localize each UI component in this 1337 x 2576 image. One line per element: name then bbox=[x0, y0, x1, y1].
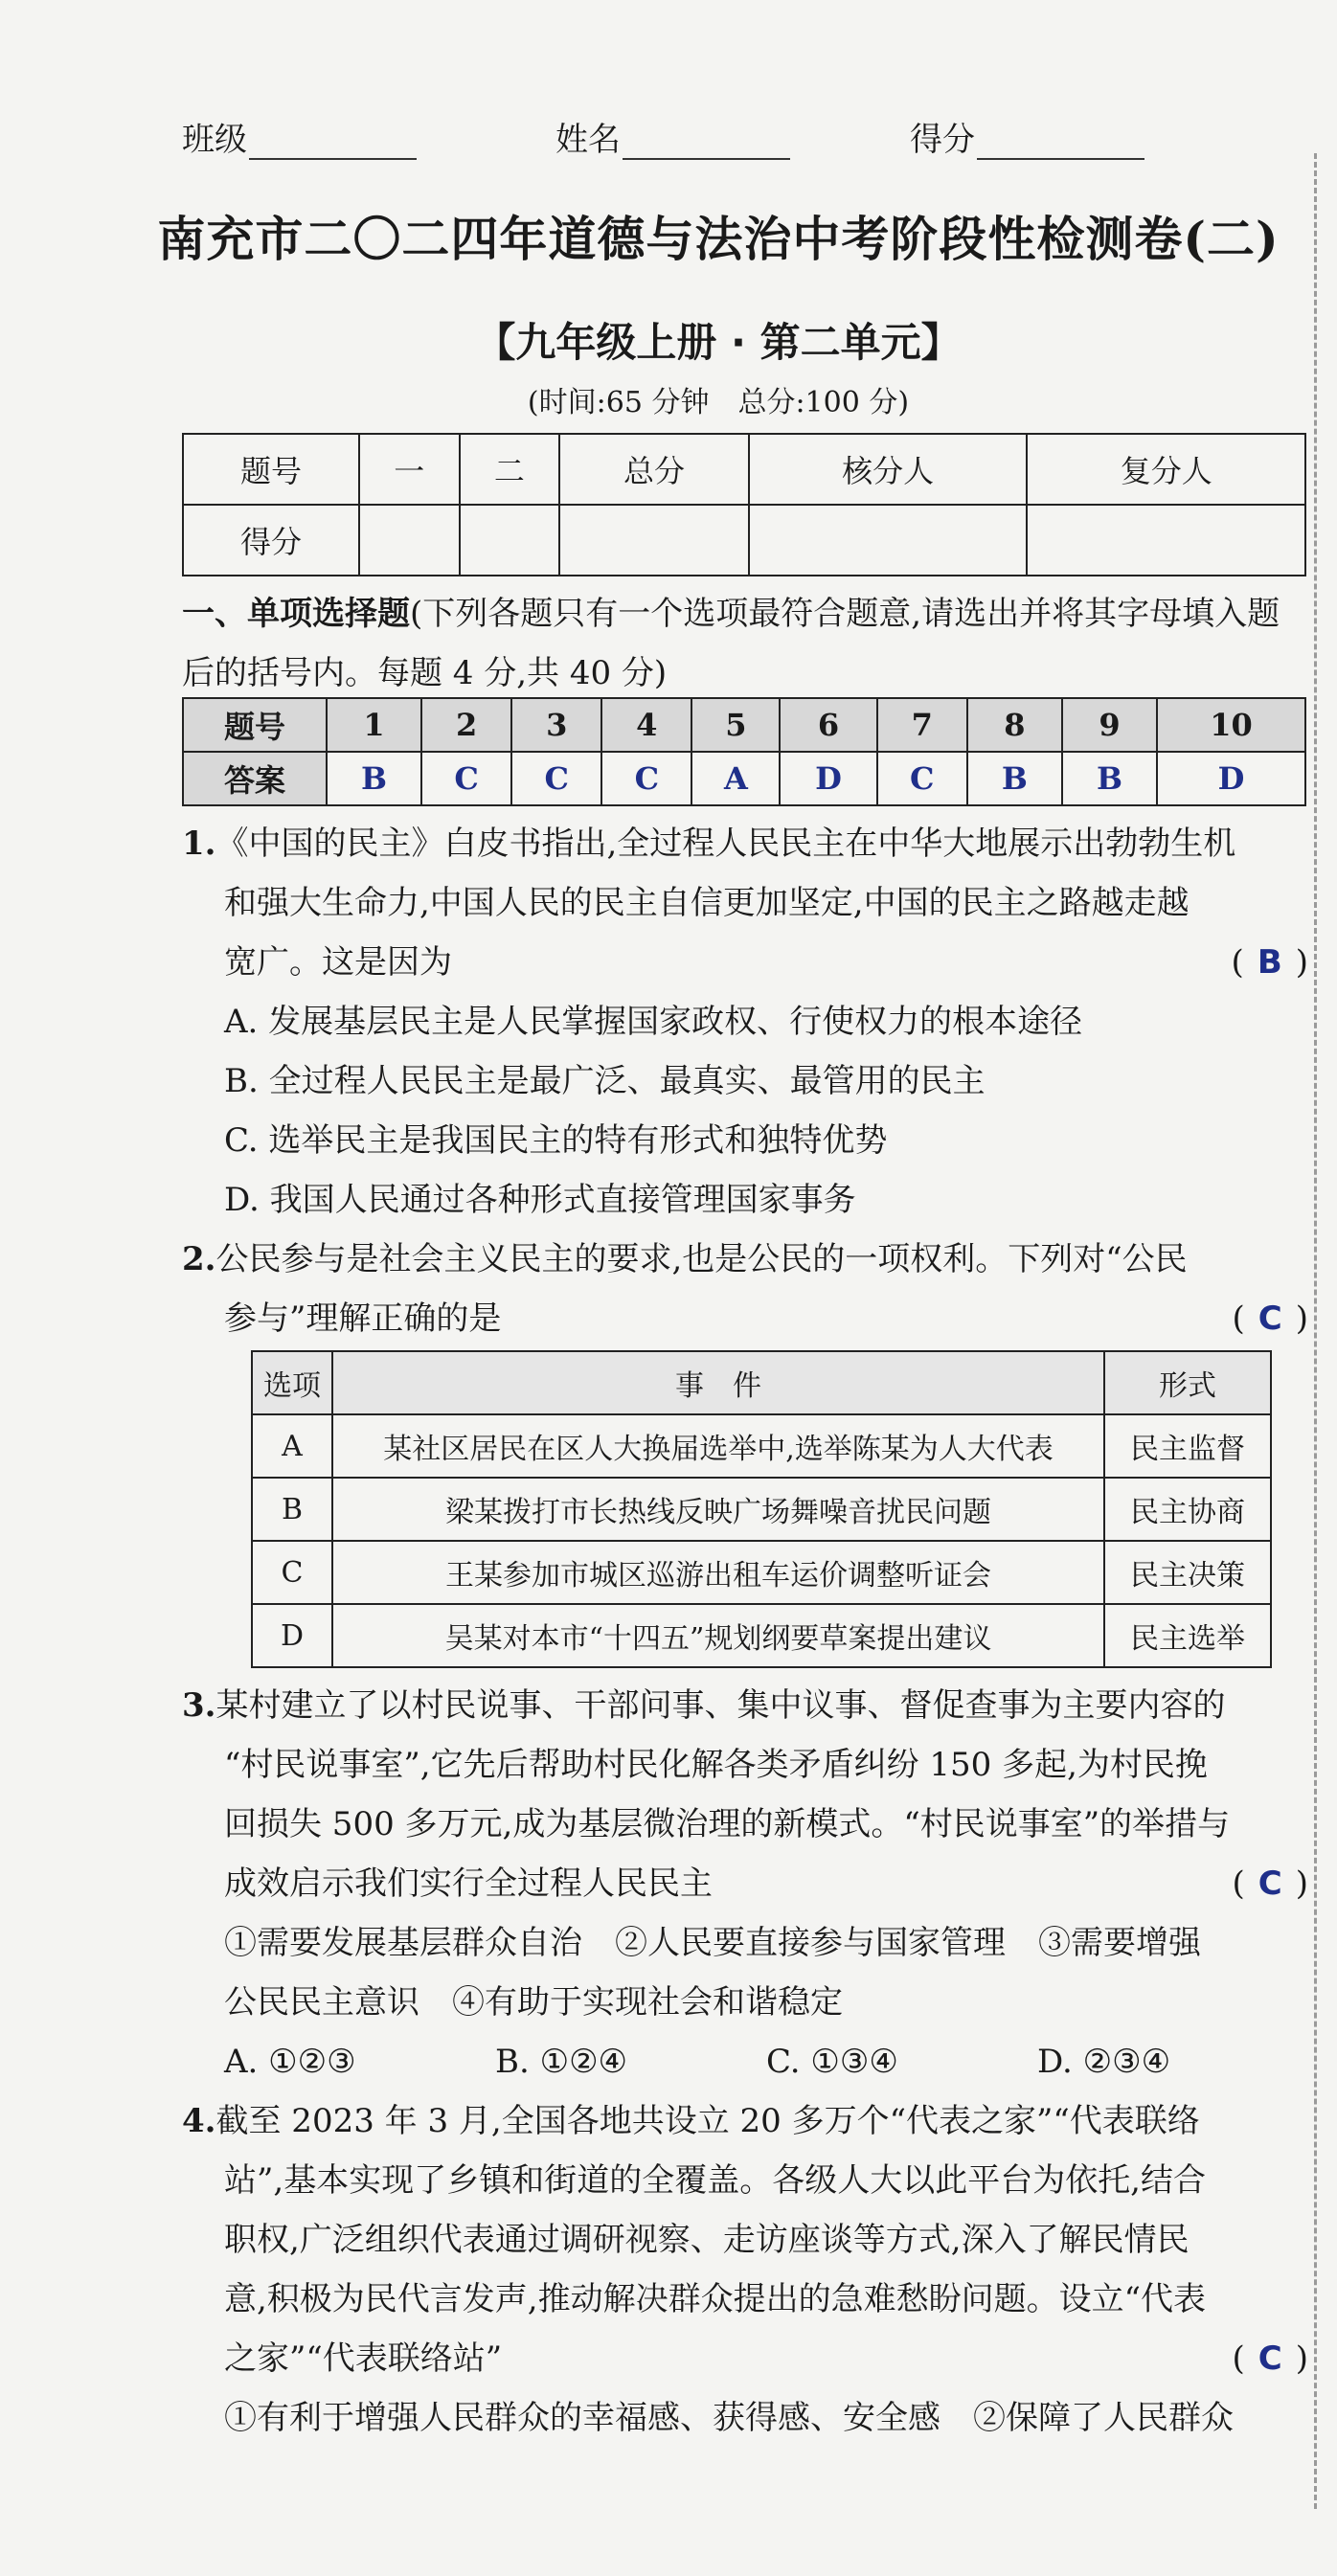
score-label: 得分 bbox=[910, 121, 975, 159]
question-2 bbox=[182, 1230, 1308, 1348]
answer-table-answer-label: 答案 bbox=[183, 752, 327, 805]
question-number-cell: 2 bbox=[421, 698, 511, 752]
answer-letter: C bbox=[1258, 1299, 1282, 1338]
question-text: 某村建立了以村民说事、干部问事、集中议事、督促查事为主要内容的 bbox=[215, 1686, 1226, 1725]
question-4 bbox=[182, 2091, 1308, 2448]
question-number-cell: 6 bbox=[780, 698, 876, 752]
event-option: C bbox=[252, 1541, 332, 1604]
score-cell: 核分人 bbox=[749, 434, 1028, 505]
answer-letter: C bbox=[1258, 2339, 1282, 2378]
exam-subtitle: 【九年级上册 · 第二单元】 bbox=[475, 319, 962, 366]
class-label: 班级 bbox=[182, 121, 247, 159]
question-stem-end bbox=[182, 1289, 1308, 1348]
answer-table-number-row bbox=[183, 698, 1305, 752]
choice-c: C. ①③④ bbox=[766, 2043, 898, 2081]
answer-cell: D bbox=[1157, 752, 1305, 805]
statements: ①有利于增强人民群众的幸福感、获得感、安全感 ②保障了人民群众 bbox=[224, 2399, 1234, 2437]
event-description: 王某参加市城区巡游出租车运价调整听证会 bbox=[332, 1541, 1104, 1604]
question-text: “村民说事室”,它先后帮助村民化解各类矛盾纠纷 150 多起,为村民挽 bbox=[224, 1746, 1208, 1784]
exam-title: 南充市二〇二四年道德与法治中考阶段性检测卷(二) bbox=[157, 211, 1280, 267]
event-row bbox=[252, 1604, 1271, 1667]
question-1 bbox=[182, 814, 1308, 1230]
score-blank-cell bbox=[1027, 505, 1305, 576]
score-cell: 一 bbox=[359, 434, 460, 505]
question-number-cell: 10 bbox=[1157, 698, 1305, 752]
event-header-cell: 事 件 bbox=[332, 1351, 1104, 1414]
question-number: 3. bbox=[182, 1686, 216, 1725]
option-c: C. 选举民主是我国民主的特有形式和独特优势 bbox=[224, 1121, 888, 1160]
question-text: 截至 2023 年 3 月,全国各地共设立 20 多万个“代表之家”“代表联络 bbox=[215, 2102, 1200, 2140]
event-row bbox=[252, 1541, 1271, 1604]
event-option: A bbox=[252, 1414, 332, 1478]
name-blank bbox=[623, 129, 790, 160]
event-description: 吴某对本市“十四五”规划纲要草案提出建议 bbox=[332, 1604, 1104, 1667]
answer-cell: B bbox=[1062, 752, 1157, 805]
choice-b: B. ①②④ bbox=[495, 2043, 628, 2081]
statements: ①需要发展基层群众自治 ②人民要直接参与国家管理 ③需要增强 bbox=[224, 1924, 1201, 1962]
question-text: 之家”“代表联络站” bbox=[224, 2339, 503, 2378]
answer-bracket: ( C ) bbox=[1232, 1864, 1308, 1903]
answer-table-header-label: 题号 bbox=[183, 698, 327, 752]
choice-a: A. ①②③ bbox=[224, 2043, 356, 2081]
question-text: 回损失 500 多万元,成为基层微治理的新模式。“村民说事室”的举措与 bbox=[224, 1805, 1231, 1843]
score-row-label: 得分 bbox=[183, 505, 359, 576]
answer-cell: A bbox=[691, 752, 780, 805]
event-form: 民主决策 bbox=[1104, 1541, 1271, 1604]
answer-cell: C bbox=[877, 752, 967, 805]
question-stem-end bbox=[182, 933, 1308, 992]
answer-cell: B bbox=[327, 752, 421, 805]
question-number-cell: 5 bbox=[691, 698, 780, 752]
question-number-cell: 4 bbox=[601, 698, 691, 752]
score-table bbox=[182, 433, 1306, 576]
question-number: 1. bbox=[182, 825, 216, 863]
score-field bbox=[910, 113, 1144, 160]
score-blank-cell bbox=[749, 505, 1028, 576]
cut-line bbox=[1314, 153, 1317, 2509]
event-row bbox=[252, 1414, 1271, 1478]
question-text: 公民参与是社会主义民主的要求,也是公民的一项权利。下列对“公民 bbox=[215, 1240, 1188, 1278]
answer-bracket: ( C ) bbox=[1232, 2339, 1308, 2378]
question-text: 意,积极为民代言发声,推动解决群众提出的急难愁盼问题。设立“代表 bbox=[224, 2280, 1206, 2318]
event-form: 民主监督 bbox=[1104, 1414, 1271, 1478]
score-table-score-row bbox=[183, 505, 1305, 576]
event-form: 民主协商 bbox=[1104, 1478, 1271, 1541]
answer-cell: C bbox=[511, 752, 601, 805]
event-description: 梁某拨打市长热线反映广场舞噪音扰民问题 bbox=[332, 1478, 1104, 1541]
answer-table-answer-row bbox=[183, 752, 1305, 805]
question-number-cell: 7 bbox=[877, 698, 967, 752]
option-a: A. 发展基层民主是人民掌握国家政权、行使权力的根本途径 bbox=[224, 1003, 1083, 1041]
score-cell: 总分 bbox=[559, 434, 749, 505]
event-option: B bbox=[252, 1478, 332, 1541]
answer-letter: B bbox=[1257, 943, 1282, 982]
score-cell: 题号 bbox=[183, 434, 359, 505]
question-number: 4. bbox=[182, 2102, 216, 2140]
score-blank-cell bbox=[359, 505, 460, 576]
time-info: (时间:65 分钟 总分:100 分) bbox=[527, 386, 910, 419]
answer-table bbox=[182, 697, 1306, 806]
name-label: 姓名 bbox=[555, 121, 621, 159]
question-stem-end bbox=[182, 1854, 1308, 1913]
section-1-title: 一、单项选择题 bbox=[182, 595, 410, 633]
score-table-header-row bbox=[183, 434, 1305, 505]
question-stem-end bbox=[182, 2329, 1308, 2388]
question-text: 成效启示我们实行全过程人民民主 bbox=[224, 1864, 713, 1903]
event-form: 民主选举 bbox=[1104, 1604, 1271, 1667]
event-option: D bbox=[252, 1604, 332, 1667]
student-info-row bbox=[182, 113, 1140, 170]
question-number-cell: 9 bbox=[1062, 698, 1157, 752]
event-description: 某社区居民在区人大换届选举中,选举陈某为人大代表 bbox=[332, 1414, 1104, 1478]
class-blank bbox=[249, 129, 417, 160]
score-cell: 二 bbox=[460, 434, 560, 505]
option-d: D. 我国人民通过各种形式直接管理国家事务 bbox=[224, 1181, 856, 1219]
question-text: 《中国的民主》白皮书指出,全过程人民民主在中华大地展示出勃勃生机 bbox=[215, 825, 1236, 863]
event-row bbox=[252, 1478, 1271, 1541]
section-1-instruction: (下列各题只有一个选项最符合题意,请选出并将其字母填入题后的括号内。每题 4 分,共 40 分) bbox=[182, 595, 1280, 692]
score-blank-cell bbox=[460, 505, 560, 576]
class-field bbox=[182, 113, 417, 160]
question-text: 职权,广泛组织代表通过调研视察、走访座谈等方式,深入了解民情民 bbox=[224, 2221, 1190, 2259]
question-number-cell: 1 bbox=[327, 698, 421, 752]
score-blank-cell bbox=[559, 505, 749, 576]
event-header-cell: 选项 bbox=[252, 1351, 332, 1414]
score-cell: 复分人 bbox=[1027, 434, 1305, 505]
question-text: 和强大生命力,中国人民的民主自信更加坚定,中国的民主之路越走越 bbox=[224, 884, 1190, 922]
statements: 公民民主意识 ④有助于实现社会和谐稳定 bbox=[224, 1983, 843, 2022]
question-number-cell: 3 bbox=[511, 698, 601, 752]
answer-cell: D bbox=[780, 752, 876, 805]
answer-bracket: ( C ) bbox=[1232, 1299, 1308, 1338]
question-text: 站”,基本实现了乡镇和街道的全覆盖。各级人大以此平台为依托,结合 bbox=[224, 2161, 1206, 2200]
event-table-header bbox=[252, 1351, 1271, 1414]
score-blank bbox=[977, 129, 1144, 160]
answer-cell: C bbox=[601, 752, 691, 805]
name-field bbox=[555, 113, 790, 160]
choice-d: D. ②③④ bbox=[1037, 2043, 1171, 2081]
answer-bracket: ( B ) bbox=[1231, 943, 1308, 982]
question-number: 2. bbox=[182, 1240, 216, 1278]
event-table bbox=[251, 1350, 1272, 1668]
answer-cell: B bbox=[967, 752, 1062, 805]
question-3 bbox=[182, 1676, 1308, 2091]
question-text: 参与”理解正确的是 bbox=[224, 1299, 502, 1338]
choices-row bbox=[182, 2032, 1308, 2091]
question-number-cell: 8 bbox=[967, 698, 1062, 752]
section-1-heading bbox=[182, 584, 1312, 703]
answer-letter: C bbox=[1258, 1864, 1282, 1903]
answer-cell: C bbox=[421, 752, 511, 805]
option-b: B. 全过程人民民主是最广泛、最真实、最管用的民主 bbox=[224, 1062, 986, 1100]
event-header-cell: 形式 bbox=[1104, 1351, 1271, 1414]
question-text: 宽广。这是因为 bbox=[224, 943, 452, 982]
